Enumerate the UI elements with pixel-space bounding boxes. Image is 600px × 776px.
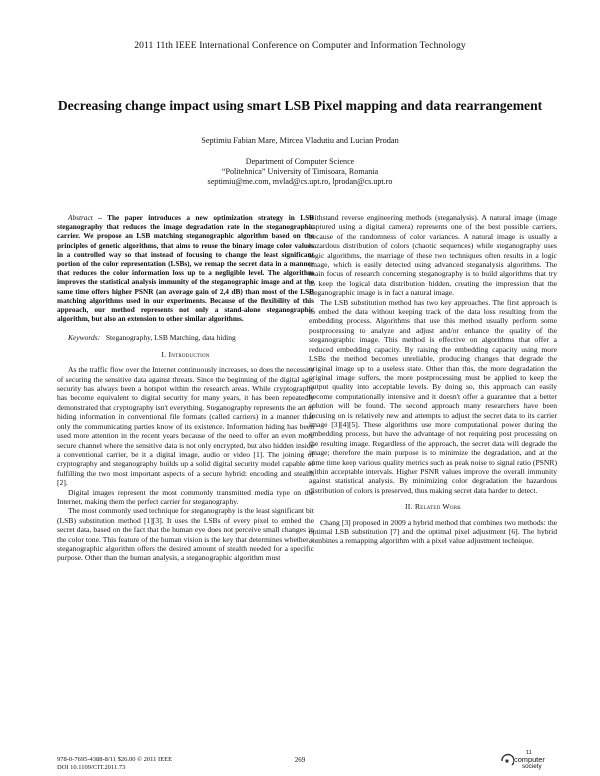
affiliation-university: “Politehnica” University of Timisoara, Romania <box>221 167 379 176</box>
section-heading-introduction: I. Introduction <box>161 349 210 359</box>
keywords-label: Keywords: <box>68 333 101 343</box>
footer-isbn: 978-0-7695-4388-8/11 $26.00 © 2011 IEEE <box>57 756 173 763</box>
computer-society-logo <box>500 750 552 772</box>
abstract <box>57 213 314 323</box>
body-paragraph: The LSB substitution method has two key approaches. The first approach is to embed the data without keeping track of the data loss resulting from the embedding process. Algorithms that use this method usually perform some postprocessing to analyze and adjust and/or enhance the quality of the steganographic image. This method is effective on algorithms that offer a reduced embedding capacity. By raising the embedding capacity using more LSBs the method becomes unreliable, producing changes that degrade the original image up to a useless state. Other than this, the more degradation the original image suffers, the more postprocessing must be applied to keep the output quality into acceptable levels. By doing so, this approach can easily become computationally intensive and it doesn't offer a guarantee that a better solution will be found. The second approach many researchers have been focusing on is relatively new and attempts to adjust the secret data to its carrier image [3][4][5]. These algorithms use more computational power during the embedding process, but have the advantage of not requiring post processing on the resulting image. Regardless of the approach, the secret data will degrade the image; therefore the main purpose is to minimize the degradation, and at the same time keep various quality metrics such as peak noise to signal ratio (PSNR) within acceptable intervals. Higher PSNR values improve the overall immunity against statistical analysis. By minimizing color degradation the hazardous distribution of colors is preserved, thus making secret data harder to detect. <box>309 297 557 495</box>
keywords <box>57 333 314 342</box>
footer-doi: DOI 10.1109/CIT.2011.73 <box>57 764 126 771</box>
keywords-text: Steganography, LSB Matching, data hiding <box>105 333 236 343</box>
section-heading-related-work: II. Related Work <box>404 502 462 512</box>
abstract-label: Abstract <box>68 213 93 222</box>
logo-bot-text: society <box>522 763 542 770</box>
intro-paragraph: Digital images represent the most commonly transmitted media type on the Internet, making them the perfect carrier for steganography. <box>57 487 314 506</box>
right-column <box>309 213 557 546</box>
body-paragraph: withstand reverse engineering methods (steganalysis). A natural image (image captured using a digital camera) represents one of the best possible carriers, because of the randomness of color variances. A natural image is usually a hazardous distribution of colors (chaotic sequences) while steganography uses logic algorithms, the marriage of these two techniques often results in a logic image, which is easily detected using advanced steganalysis algorithms. The main focus of research concerning steganography is to build algorithms that try to keep the logical data distribution hidden, creating the impression that the steganographic image is in fact a natural image. <box>309 213 557 298</box>
computer-society-logo-icon <box>500 752 514 770</box>
abstract-text: – The paper introduces a new optimization strategy in LSB steganography that reduces the image degradation rate in the steganographic carrier. We propose an LSB matching steganographic algorithm based on the principles of genetic algorithms, that aims to reuse the binary image color values in a controlled way so that instead of focusing to change the least significant portion of the color representation (LSBs), we remap the secret data in a manner that reduces the color information loss up to a negligible level. The algorithm improves the statistical analysis immunity of the steganographic image and at the same time offers higher PSNR (an average gain of 2,4 dB) than most of the LSB matching algorithms used in our experiments. Because of the flexibility of this approach, our method represents not only a stand-alone steganographic algorithm, but also an extension to other similar algorithms. <box>57 213 314 324</box>
logo-top-text: 11 <box>526 750 532 756</box>
intro-paragraph: The most commonly used technique for steganography is the least significant bit (LSB) substitution method [1][3]. It uses the LSBs of every pixel to embed the secret data, based on the fact that the human eye does not perceive small changes in the color tone. This feature of the human vision is the key that determines whether a steganographic algorithm offers the desired amount of stealth needed for a specific purpose. Other than the human analysis, a steganographic algorithm must <box>57 506 314 563</box>
related-work-paragraph: Chang [3] proposed in 2009 a hybrid method that combines two methods: the optimal LSB substitution [7] and the optimal pixel adjustment [6]. The hybrid combines a remapping algorithm with a pixel value adjustment technique. <box>309 517 557 546</box>
page-number: 269 <box>294 756 306 764</box>
affiliation-department: Department of Computer Science <box>245 157 355 166</box>
intro-paragraph: As the traffic flow over the Internet continuously increases, so does the necessity of securing the sensitive data against threats. Since the beginning of the digital age, security has always been a hotspot within the research areas. While cryptography has become equivalent to digital security for many years, it has been repeatedly demonstrated that cryptography isn't everything. Steganography represents the art of hiding information in conventional file formats (called carriers) in a manner that only the communicating parties know of its existence. Information hiding has been used more attention in the recent years because of the need to offer an even more secure channel where the sensitive data is not only encrypted, but also hidden inside a conventional carrier, be it a digital image, audio or video [1]. The joining of cryptography and steganography builds up a solid digital security model capable of fulfilling the two most important aspects of a secure hybrid: encoding and stealth [2]. <box>57 365 314 488</box>
affiliation-block <box>0 157 600 187</box>
paper-title: Decreasing change impact using smart LSB Pixel mapping and data rearrangement <box>57 98 543 113</box>
conference-header: 2011 11th IEEE International Conference on Computer and Information Technology <box>134 40 466 51</box>
left-column <box>57 213 314 563</box>
paper-authors: Septimiu Fabian Mare, Mircea Vladutiu and Lucian Prodan <box>201 136 399 145</box>
affiliation-emails[interactable]: septimiu@me.com, mvlad@cs.upt.ro, lprodan@cs.upt.ro <box>207 177 393 186</box>
logo-mid-text: computer <box>514 755 545 764</box>
